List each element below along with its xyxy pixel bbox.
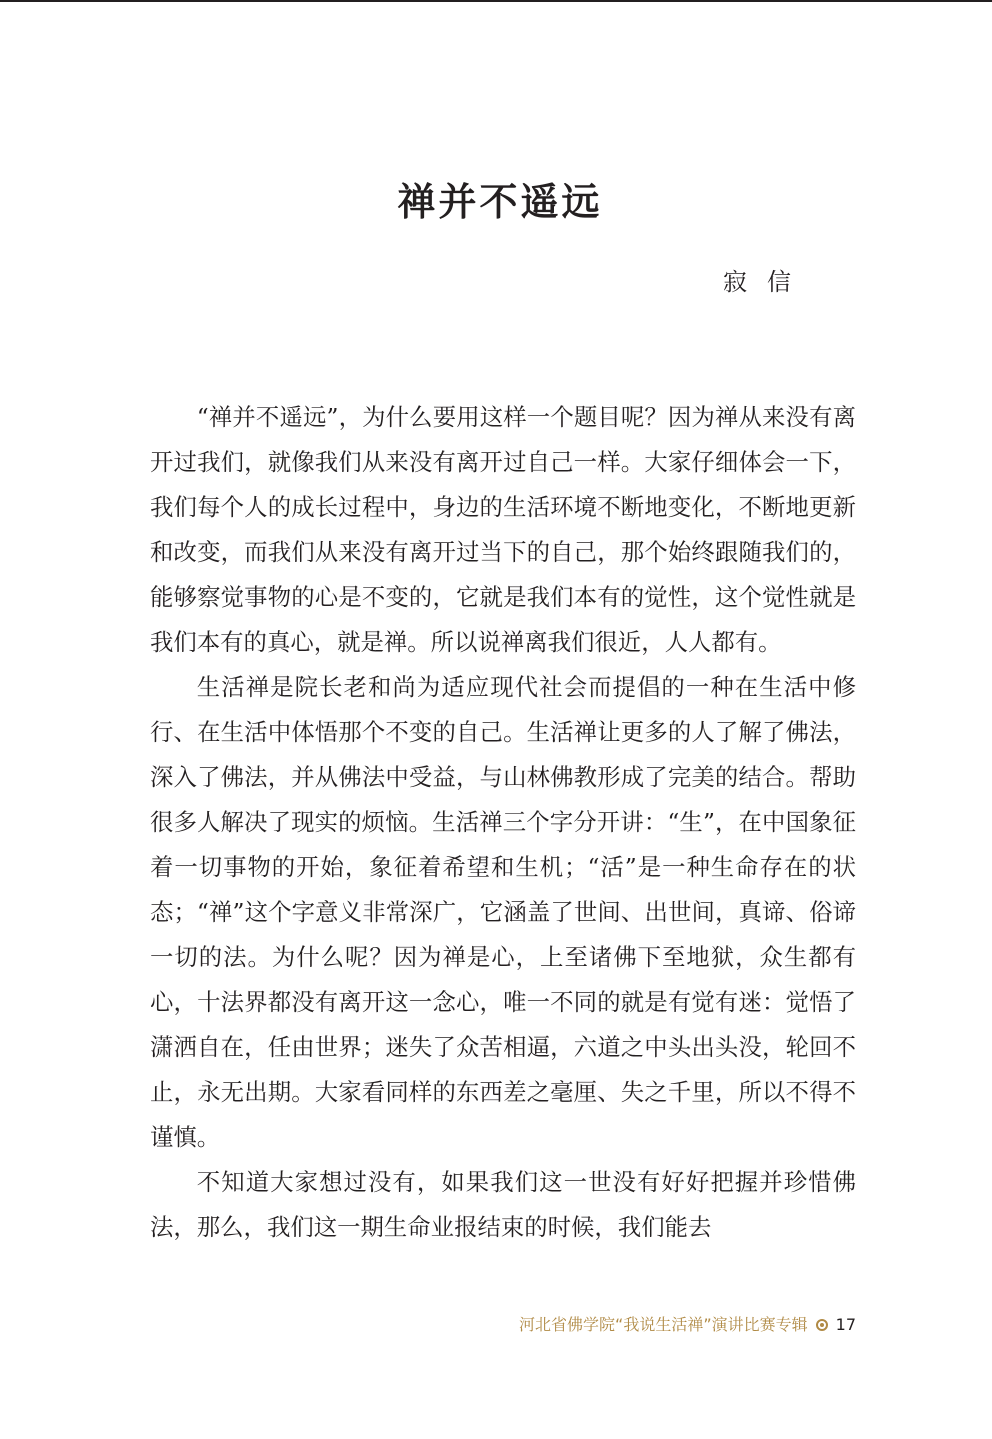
- top-rule: [0, 0, 992, 2]
- body-paragraph: 不知道大家想过没有，如果我们这一世没有好好把握并珍惜佛法，那么，我们这一期生命业报结束的时候，我们能去: [150, 1168, 856, 1241]
- running-title: 河北省佛学院“我说生活禅”演讲比赛专辑: [519, 1315, 808, 1334]
- page-footer: [420, 1312, 856, 1338]
- circle-ornament-icon: [816, 1319, 828, 1331]
- article-title: 禅并不遥远: [397, 179, 603, 224]
- article-body: [150, 395, 856, 1250]
- article-author: 寂信: [723, 268, 811, 296]
- body-paragraph: 生活禅是院长老和尚为适应现代社会而提倡的一种在生活中修行、在生活中体悟那个不变的自己。生活禅让更多的人了解了佛法，深入了佛法，并从佛法中受益，与山林佛教形成了完美的结合。帮助很多人解决了现实的烦恼。生活禅三个字分开讲：“生”，在中国象征着一切事物的开始，象征着希望和生机；“活”是一种生命存在的状态；“禅”这个字意义非常深广，它涵盖了世间、出世间，真谛、俗谛一切的法。为什么呢？因为禅是心，上至诸佛下至地狱，众生都有心，十法界都没有离开这一念心，唯一不同的就是有觉有迷：觉悟了潇洒自在，任由世界；迷失了众苦相逼，六道之中头出头没，轮回不止，永无出期。大家看同样的东西差之毫厘、失之千里，所以不得不谨慎。: [150, 673, 856, 1151]
- body-paragraph: “禅并不遥远”，为什么要用这样一个题目呢？因为禅从来没有离开过我们，就像我们从来没有离开过自己一样。大家仔细体会一下，我们每个人的成长过程中，身边的生活环境不断地变化，不断地更新和改变，而我们从来没有离开过当下的自己，那个始终跟随我们的，能够察觉事物的心是不变的，它就是我们本有的觉性，这个觉性就是我们本有的真心，就是禅。所以说禅离我们很近，人人都有。: [150, 403, 856, 656]
- page-number: 17: [835, 1315, 856, 1334]
